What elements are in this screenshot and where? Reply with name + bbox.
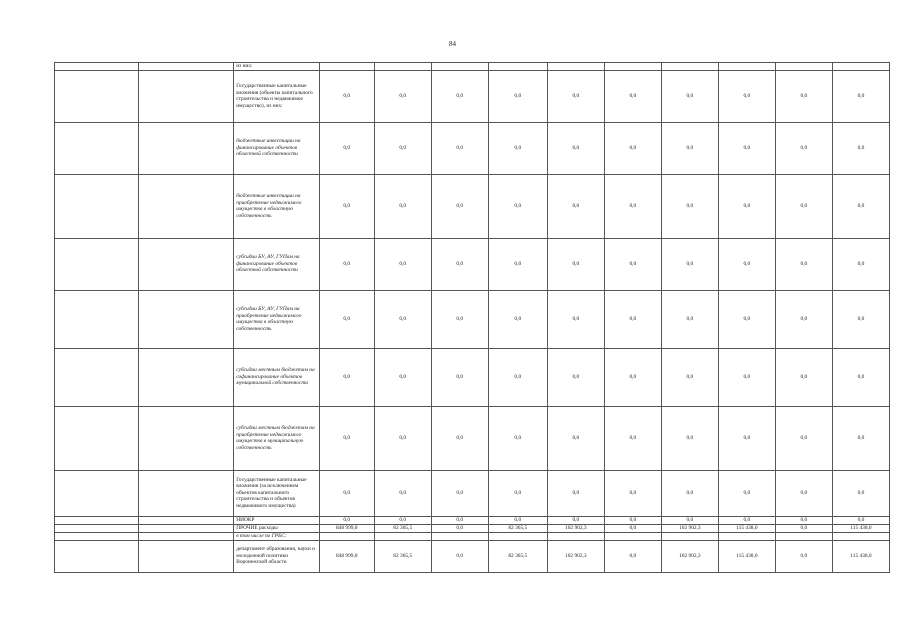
value-cell: 0,0 <box>319 174 374 238</box>
value-cell: 0,0 <box>431 524 488 532</box>
value-cell: 0,0 <box>604 524 661 532</box>
blank-cell <box>55 524 139 532</box>
value-cell <box>319 532 374 540</box>
value-cell: 0,0 <box>604 238 661 290</box>
value-cell: 0,0 <box>832 174 889 238</box>
row-label: из них: <box>234 63 320 71</box>
value-cell: 0,0 <box>431 290 488 348</box>
row-label: департамент образования, науки и молодежной политики Воронежской области <box>234 540 320 572</box>
blank-cell <box>55 540 139 572</box>
value-cell: 102 902,3 <box>661 540 718 572</box>
value-cell: 0,0 <box>319 516 374 524</box>
table-row <box>55 532 890 540</box>
value-cell: 0,0 <box>661 238 718 290</box>
value-cell: 82 365,5 <box>374 524 431 532</box>
blank-cell <box>138 470 234 516</box>
value-cell: 0,0 <box>374 174 431 238</box>
value-cell: 0,0 <box>775 348 832 406</box>
blank-cell <box>138 524 234 532</box>
blank-cell <box>138 122 234 174</box>
value-cell: 0,0 <box>832 122 889 174</box>
table-row <box>55 516 890 524</box>
value-cell: 0,0 <box>431 122 488 174</box>
table-row <box>55 348 890 406</box>
value-cell: 102 902,3 <box>661 524 718 532</box>
blank-cell <box>55 348 139 406</box>
value-cell: 0,0 <box>319 470 374 516</box>
blank-cell <box>138 238 234 290</box>
value-cell <box>718 63 775 71</box>
value-cell: 0,0 <box>374 290 431 348</box>
blank-cell <box>55 63 139 71</box>
table-row <box>55 524 890 532</box>
blank-cell <box>55 470 139 516</box>
value-cell: 0,0 <box>488 470 547 516</box>
table-row <box>55 238 890 290</box>
value-cell: 0,0 <box>374 470 431 516</box>
value-cell: 0,0 <box>661 122 718 174</box>
value-cell <box>661 63 718 71</box>
blank-cell <box>138 406 234 470</box>
value-cell: 0,0 <box>775 524 832 532</box>
blank-cell <box>55 238 139 290</box>
table-row <box>55 70 890 122</box>
value-cell: 0,0 <box>661 406 718 470</box>
value-cell: 0,0 <box>775 238 832 290</box>
table-row <box>55 540 890 572</box>
value-cell: 0,0 <box>431 238 488 290</box>
value-cell: 0,0 <box>319 70 374 122</box>
value-cell: 0,0 <box>547 238 604 290</box>
value-cell: 0,0 <box>832 238 889 290</box>
value-cell: 0,0 <box>775 406 832 470</box>
value-cell: 0,0 <box>604 70 661 122</box>
blank-cell <box>138 532 234 540</box>
value-cell: 0,0 <box>832 516 889 524</box>
value-cell: 0,0 <box>488 238 547 290</box>
value-cell: 0,0 <box>775 122 832 174</box>
value-cell: 0,0 <box>661 174 718 238</box>
row-label: субсидии местным бюджетам на софинансирование объектов муниципальной собственности <box>234 348 320 406</box>
value-cell: 0,0 <box>547 290 604 348</box>
value-cell: 0,0 <box>431 348 488 406</box>
value-cell: 0,0 <box>604 290 661 348</box>
value-cell: 0,0 <box>604 406 661 470</box>
value-cell: 0,0 <box>604 122 661 174</box>
value-cell: 82 365,5 <box>374 540 431 572</box>
value-cell: 0,0 <box>547 174 604 238</box>
value-cell: 0,0 <box>374 406 431 470</box>
value-cell: 115 438,0 <box>832 524 889 532</box>
value-cell <box>488 63 547 71</box>
value-cell: 0,0 <box>547 348 604 406</box>
value-cell: 0,0 <box>488 70 547 122</box>
blank-cell <box>55 70 139 122</box>
value-cell: 0,0 <box>319 238 374 290</box>
value-cell: 0,0 <box>547 470 604 516</box>
value-cell <box>374 532 431 540</box>
value-cell: 0,0 <box>604 174 661 238</box>
table-row <box>55 470 890 516</box>
blank-cell <box>138 174 234 238</box>
value-cell: 0,0 <box>661 470 718 516</box>
value-cell: 0,0 <box>775 470 832 516</box>
value-cell: 0,0 <box>832 290 889 348</box>
page-number: 84 <box>449 40 456 48</box>
value-cell: 0,0 <box>488 290 547 348</box>
value-cell: 102 902,3 <box>547 524 604 532</box>
table-row <box>55 63 890 71</box>
value-cell: 0,0 <box>547 70 604 122</box>
value-cell: 0,0 <box>374 122 431 174</box>
row-label: в том числе по ГРБС: <box>234 532 320 540</box>
value-cell: 0,0 <box>775 70 832 122</box>
row-label: Государственные капитальные вложения (объекты капитального строительства и недвижимое имущество), из них: <box>234 70 320 122</box>
value-cell <box>374 63 431 71</box>
value-cell: 0,0 <box>718 516 775 524</box>
row-label: бюджетные инвестиции на приобретение недвижимого имущества в областную собственность <box>234 174 320 238</box>
table-row <box>55 122 890 174</box>
value-cell: 0,0 <box>319 290 374 348</box>
value-cell: 0,0 <box>431 470 488 516</box>
value-cell: 102 902,3 <box>547 540 604 572</box>
value-cell <box>431 532 488 540</box>
value-cell: 0,0 <box>775 290 832 348</box>
value-cell: 848 999,8 <box>319 540 374 572</box>
value-cell: 0,0 <box>661 290 718 348</box>
value-cell: 0,0 <box>832 70 889 122</box>
value-cell: 115 438,0 <box>718 540 775 572</box>
value-cell: 0,0 <box>832 406 889 470</box>
blank-cell <box>138 348 234 406</box>
budget-table <box>54 62 890 573</box>
value-cell: 0,0 <box>604 516 661 524</box>
row-label: субсидии БУ, АУ, ГУПам на приобретение недвижимого имущества в областную собственность <box>234 290 320 348</box>
value-cell: 0,0 <box>374 516 431 524</box>
value-cell <box>832 63 889 71</box>
value-cell: 0,0 <box>718 238 775 290</box>
value-cell: 0,0 <box>488 122 547 174</box>
value-cell: 82 365,5 <box>488 524 547 532</box>
value-cell: 0,0 <box>718 406 775 470</box>
value-cell: 0,0 <box>374 238 431 290</box>
value-cell: 0,0 <box>604 540 661 572</box>
row-label: Государственные капитальные вложения (за исключением объектов капитального строительства и объектов недвижимого имущества) <box>234 470 320 516</box>
value-cell <box>319 63 374 71</box>
value-cell: 0,0 <box>661 70 718 122</box>
row-label: субсидии БУ, АУ, ГУПам на финансирование объектов областной собственности <box>234 238 320 290</box>
value-cell: 0,0 <box>488 174 547 238</box>
blank-cell <box>138 290 234 348</box>
value-cell: 0,0 <box>431 406 488 470</box>
value-cell <box>604 532 661 540</box>
value-cell: 0,0 <box>718 174 775 238</box>
value-cell: 0,0 <box>775 516 832 524</box>
value-cell <box>775 532 832 540</box>
value-cell: 0,0 <box>718 122 775 174</box>
value-cell: 0,0 <box>319 406 374 470</box>
blank-cell <box>55 516 139 524</box>
value-cell: 82 365,5 <box>488 540 547 572</box>
value-cell: 0,0 <box>488 348 547 406</box>
value-cell <box>488 532 547 540</box>
blank-cell <box>138 540 234 572</box>
blank-cell <box>55 290 139 348</box>
row-label: субсидии местным бюджетам на приобретение недвижимого имущества в муниципальную собственность <box>234 406 320 470</box>
row-label: ПРОЧИЕ расходы <box>234 524 320 532</box>
value-cell: 0,0 <box>547 406 604 470</box>
blank-cell <box>55 406 139 470</box>
value-cell: 0,0 <box>604 348 661 406</box>
value-cell: 0,0 <box>775 540 832 572</box>
row-label: НИОКР <box>234 516 320 524</box>
table-row <box>55 174 890 238</box>
value-cell <box>547 63 604 71</box>
value-cell <box>832 532 889 540</box>
value-cell <box>775 63 832 71</box>
value-cell: 0,0 <box>661 516 718 524</box>
value-cell: 0,0 <box>718 290 775 348</box>
value-cell: 0,0 <box>718 470 775 516</box>
value-cell: 0,0 <box>604 470 661 516</box>
blank-cell <box>138 516 234 524</box>
value-cell: 0,0 <box>661 348 718 406</box>
value-cell: 0,0 <box>431 70 488 122</box>
value-cell: 0,0 <box>374 70 431 122</box>
value-cell: 0,0 <box>547 516 604 524</box>
value-cell <box>547 532 604 540</box>
value-cell: 0,0 <box>832 348 889 406</box>
table-row <box>55 290 890 348</box>
value-cell: 0,0 <box>488 516 547 524</box>
value-cell: 848 999,8 <box>319 524 374 532</box>
value-cell <box>431 63 488 71</box>
value-cell: 115 438,0 <box>832 540 889 572</box>
value-cell: 115 438,0 <box>718 524 775 532</box>
value-cell: 0,0 <box>374 348 431 406</box>
value-cell: 0,0 <box>431 540 488 572</box>
table-row <box>55 406 890 470</box>
value-cell: 0,0 <box>547 122 604 174</box>
value-cell: 0,0 <box>718 348 775 406</box>
value-cell <box>604 63 661 71</box>
value-cell: 0,0 <box>775 174 832 238</box>
value-cell: 0,0 <box>431 174 488 238</box>
value-cell: 0,0 <box>718 70 775 122</box>
value-cell: 0,0 <box>832 470 889 516</box>
value-cell: 0,0 <box>488 406 547 470</box>
value-cell <box>718 532 775 540</box>
blank-cell <box>138 63 234 71</box>
row-label: бюджетные инвестиции на финансирование объектов областной собственности <box>234 122 320 174</box>
value-cell: 0,0 <box>431 516 488 524</box>
blank-cell <box>55 532 139 540</box>
value-cell <box>661 532 718 540</box>
blank-cell <box>55 174 139 238</box>
value-cell: 0,0 <box>319 122 374 174</box>
value-cell: 0,0 <box>319 348 374 406</box>
blank-cell <box>55 122 139 174</box>
blank-cell <box>138 70 234 122</box>
